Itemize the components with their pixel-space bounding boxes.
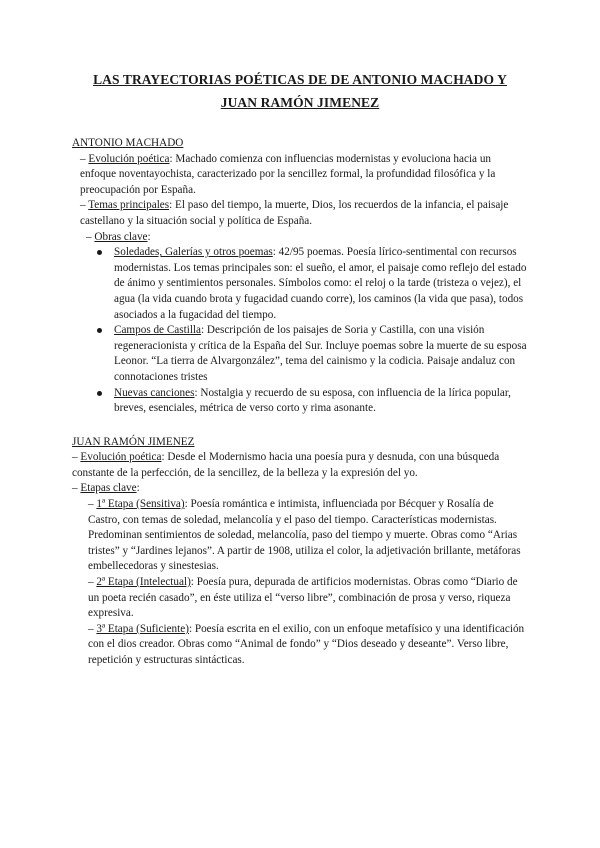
stage-description: : Poesía escrita en el exilio, con un enfoque metafísico y una identificación con el dios creador. Obras como “Animal de fondo” y “Dios deseado y deseante”. Verso libre, repetición y estructuras sintácticas. [88, 622, 525, 666]
machado-obras: – Obras clave: [86, 230, 151, 243]
section-jimenez [72, 435, 528, 669]
work-description: : Nostalgia y recuerdo de su esposa, con influencia de la lírica popular, breves, esenciales, métrica de verso corto y rima asonante. [114, 386, 511, 415]
machado-obras-colon: : [147, 230, 151, 243]
work-title: Campos de Castilla [114, 324, 202, 337]
work-title: Soledades, Galerías y otros poemas [114, 246, 273, 259]
stage-title: 3ª Etapa (Suficiente) [96, 622, 189, 635]
title-line-1: LAS TRAYECTORIAS POÉTICAS DE DE ANTONIO MACHADO Y [93, 72, 507, 87]
jimenez-stage-3: – 3ª Etapa (Suficiente): Poesía escrita en el exilio, con un enfoque metafísico y una identificación con el dios creador. Obras como “Animal de fondo” y “Dios deseado y deseante”. Verso libre, repetición y estructuras sintácticas. [88, 622, 525, 666]
machado-temas: – Temas principales: El paso del tiempo, la muerte, Dios, los recuerdos de la infancia, el paisaje castellano y la situación social y política de España. [80, 199, 509, 227]
work-description: : Descripción de los paisajes de Soria y Castilla, con una visión regeneracionista y crítica de la España del Sur. Incluye poemas sobre la muerte de su esposa Leonor. “La tierra de Alvargonzález”, tema del cainismo y la codicia. Paisaje andaluz con connotaciones tristes [114, 324, 527, 383]
stage-description: : Poesía romántica e intimista, influenciada por Bécquer y Rosalía de Castro, con temas de soledad, melancolía y el paso del tiempo. Características modernistas. Predominan sentimientos de soledad, melancolía, paso del tiempo y muerte. Obras como “Arias tristes” y “Jardines lejanos”. A partir de 1908, utiliza el color, la adjetivación brillante, metáforas embellecedoras y sinestesias. [88, 498, 521, 573]
machado-obras-label: Obras clave [94, 230, 148, 243]
list-item [114, 386, 528, 417]
machado-works-list [72, 245, 528, 417]
jimenez-etapas: – Etapas clave: [72, 482, 140, 495]
jimenez-stage-2: – 2ª Etapa (Intelectual): Poesía pura, depurada de artificios modernistas. Obras como “Diario de un poeta recién casado”, en éste utiliza el “verso libre”, combinación de prosa y verso, riqueza expresiva. [88, 576, 518, 620]
jimenez-evolucion: – Evolución poética: Desde el Modernismo hacia una poesía pura y desnuda, con una búsqueda constante de la perfección, de la sencillez, de la belleza y la expresión del yo. [72, 451, 500, 479]
machado-temas-text: : El paso del tiempo, la muerte, Dios, los recuerdos de la infancia, el paisaje castellano y la situación social y política de España. [80, 199, 509, 227]
list-item [114, 245, 528, 323]
jimenez-etapas-colon: : [136, 482, 140, 495]
stage-description: : Poesía pura, depurada de artificios modernistas. Obras como “Diario de un poeta recién casado”, en éste utiliza el “verso libre”, combinación de prosa y verso, riqueza expresiva. [88, 576, 518, 620]
jimenez-stage-1: – 1ª Etapa (Sensitiva): Poesía romántica e intimista, influenciada por Bécquer y Rosalía de Castro, con temas de soledad, melancolía y el paso del tiempo. Características modernistas. Predominan sentimientos de soledad, melancolía, paso del tiempo y muerte. Obras como “Arias tristes” y “Jardines lejanos”. A partir de 1908, utiliza el color, la adjetivación brillante, metáforas embellecedoras y sinestesias. [88, 498, 521, 573]
machado-evolucion-text: : Machado comienza con influencias modernistas y evoluciona hacia un enfoque noventayochista, caracterizado por la sencillez formal, la profundidad filosófica y la preocupación por España. [80, 152, 496, 196]
section-machado [72, 136, 528, 417]
machado-evolucion-label: Evolución poética [88, 152, 170, 165]
work-title: Nuevas canciones [114, 386, 195, 399]
work-description: : 42/95 poemas. Poesía lírico-sentimental con recursos modernistas. Los temas principales son: el sueño, el amor, el paisaje como reflejo del estado de ánimo y sentimientos personales. Símbolos como: el reloj o la tarde (tristeza o vejez), el agua (la vida cuando brota y fugacidad cuando corre), los caminos (la vida que pasa), todos asociados a la fugacidad del tiempo. [114, 246, 527, 321]
machado-heading: ANTONIO MACHADO [72, 137, 184, 149]
jimenez-heading: JUAN RAMÓN JIMENEZ [72, 435, 195, 448]
jimenez-evolucion-label: Evolución poética [80, 451, 162, 464]
jimenez-etapas-label: Etapas clave [80, 482, 137, 495]
machado-temas-label: Temas principales [88, 199, 170, 212]
document-title [72, 68, 528, 114]
stage-title: 1ª Etapa (Sensitiva) [96, 498, 185, 511]
list-item [114, 323, 528, 385]
machado-evolucion: – Evolución poética: Machado comienza con influencias modernistas y evoluciona hacia un enfoque noventayochista, caracterizado por la sencillez formal, la profundidad filosófica y la preocupación por España. [80, 152, 496, 196]
title-line-2: JUAN RAMÓN JIMENEZ [220, 95, 380, 110]
stage-title: 2ª Etapa (Intelectual) [96, 576, 191, 589]
jimenez-evolucion-text: : Desde el Modernismo hacia una poesía pura y desnuda, con una búsqueda constante de la perfección, de la sencillez, de la belleza y la expresión del yo. [72, 451, 500, 479]
